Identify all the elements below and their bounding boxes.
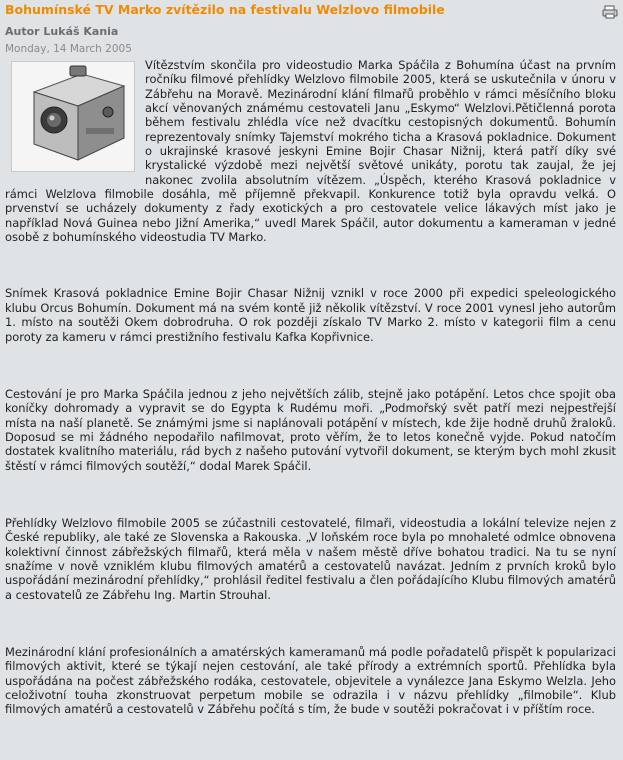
paragraph-5: Mezinárodní klání profesionálních a amatérských kameramanů má podle pořadatelů přispět k popularizaci filmových aktivit, které se týkají nejen cestování, ale také přírody a extrémních sportů. Přehlídka byla uspořádána na počest zábřežského rodáka, cestovatele, objevitele a vynálezce Jana Eskymo Welzla. Jeho celoživotní touha zkonstruovat perpetum mobile se odrazila i v názvu přehlídky „filmobile“. Klub filmových amatérů a cestovatelů v Zábřehu počítá s tím, že bude v soutěži pokračovat i v příštím roce. — [5, 644, 616, 717]
article-date: Monday, 14 March 2005 — [5, 43, 132, 55]
paragraph-3: Cestování je pro Marka Spáčila jednou z jeho největších zálib, stejně jako potápění. Letos chce spojit oba koníčky dohromady a vypravit se do Egypta k Rudému moři. „Podmořský svět patří mezi nejpestřejší místa na naší planetě. Se známými jsme si naplánovali potápění v místech, kde žije hodně druhů žraloků. Doposud se mi žádného nepodařilo nafilmovat, proto věřím, že to letos konečně vyjde. Pokud natočím dostatek kvalitního materiálu, rád bych z našeho putování vytvořil dokument, se kterým bych mohl zkusit štěstí v rámci filmových soutěží,“ dodal Marek Spáčil. — [5, 386, 616, 473]
article-author: Autor Lukáš Kania — [5, 25, 119, 38]
paragraph-2: Snímek Krasová pokladnice Emine Bojir Chasar Nižnij vznikl v roce 2000 při expedici speleologického klubu Orcus Bohumín. Dokument má na svém kontě již několik vítězství. V roce 2001 vynesl jeho autorům 1. místo na soutěži Okem dobrodruha. O rok později získalo TV Marko 2. místo v kategorii film a cenu poroty za kameru v rámci prestižního festivalu Kafka Kopřivnice. — [5, 286, 616, 344]
article-body — [5, 58, 616, 760]
print-icon[interactable] — [602, 4, 618, 18]
paragraph-4: Přehlídky Welzlovo filmobile 2005 se zúčastnili cestovatelé, filmaři, videostudia a lokální televize nejen z České republiky, ale také ze Slovenska a Rakouska. „V loňském roce byla po mnohaleté odmlce obnovena kolektivní činnost zábřežských filmařů, která měla v našem městě dříve bohatou tradici. Na tu se nyní snažíme v nově vzniklém klubu filmových amatérů a cestovatelů navázat. Jedním z prvních kroků bylo uspořádání mezinárodní přehlídky,“ prohlásil ředitel festivalu a člen pořádajícího Klubu filmových amatérů a cestovatelů ze Zábřehu Ing. Martin Strouhal. — [5, 515, 616, 602]
article-title: Bohumínské TV Marko zvítězilo na festivalu Welzlovo filmobile — [5, 2, 445, 17]
paragraph-1: Vítězstvím skončila pro videostudio Marka Spáčila z Bohumína účast na prvním ročníku filmové přehlídky Welzlovo filmobile 2005, která se uskutečnila v únoru v Zábřehu na Moravě. Mezinárodní klání filmařů proběhlo v rámci měsíčního bloku akcí věnovaných známému cestovateli Janu „Eskymo“ Welzlovi.Pětičlenná porota během festivalu zhlédla více než dvacítku cestopisných dokumentů. Bohumín reprezentovaly snímky Tajemství mokrého ticha a Krasová pokladnice. Dokument o ukrajinské krasové jeskyni Emine Bojir Chasar Nižnij, která patří díky své krystalické výzdobě mezi největší světové unikáty, porotu tak zaujal, že jej nakonec zvolila absolutním vítězem. „Úspěch, kterého Krasová pokladnice v rámci Welzlova filmobile dosáhla, mě příjemně překvapil. Konkurence totiž byla opravdu velká. O prvenství se ucházely dokumenty z řady exotických a pro cestovatele velice lákavých míst jako je například Nová Guinea nebo Jižní Amerika,“ uvedl Marek Spáčil, autor dokumentu a kameraman v jedné osobě z bohumínského videostudia TV Marko. — [5, 58, 616, 245]
projector-photo — [11, 61, 135, 172]
projector-photo-icon — [12, 62, 134, 171]
